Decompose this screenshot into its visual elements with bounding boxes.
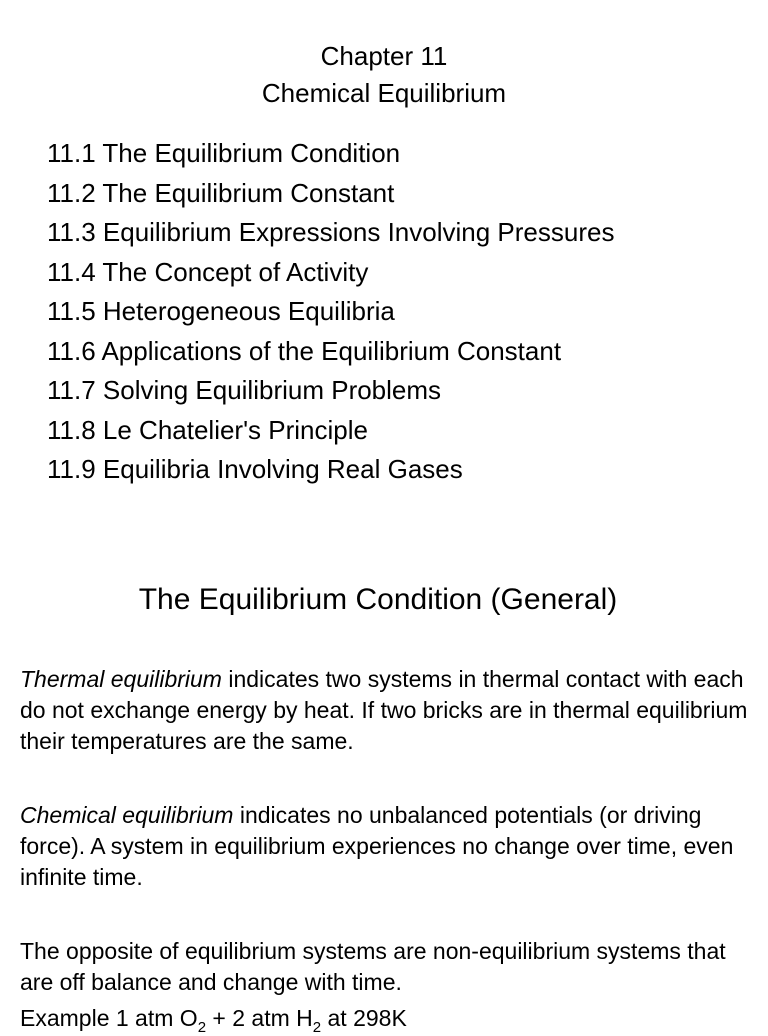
example-text: Example 1 atm O (20, 1005, 198, 1031)
chapter-heading (0, 38, 768, 112)
toc-item: 11.4 The Concept of Activity (47, 256, 369, 287)
toc-item: 11.2 The Equilibrium Constant (47, 177, 395, 208)
table-of-contents (47, 134, 614, 490)
toc-item: 11.5 Heterogeneous Equilibria (47, 296, 395, 326)
toc-item: 11.1 The Equilibrium Condition (47, 138, 401, 168)
paragraph-chemical-equilibrium (20, 800, 748, 893)
paragraph-non-equilibrium: The opposite of equilibrium systems are non-equilibrium systems that are off balance and change with time. (20, 938, 726, 995)
term-chemical-equilibrium: Chemical equilibrium (20, 802, 234, 828)
chapter-title: Chemical Equilibrium (261, 78, 507, 108)
example-line (20, 1003, 748, 1034)
toc-item: 11.3 Equilibrium Expressions Involving Pressures (47, 217, 615, 247)
subscript: 2 (197, 1019, 207, 1036)
chapter-number: Chapter 11 (320, 41, 448, 71)
paragraph-thermal-equilibrium (20, 664, 748, 757)
toc-item: 11.8 Le Chatelier's Principle (47, 414, 368, 445)
example-text: at 298K (321, 1005, 407, 1031)
term-thermal-equilibrium: Thermal equilibrium (20, 666, 222, 692)
paragraph-text: indicates two systems in thermal contact with each do not exchange energy by heat. If two bricks are in thermal equilibrium their temperatures are the same. (20, 666, 748, 754)
toc-item: 11.9 Equilibria Involving Real Gases (47, 454, 463, 484)
example-text: + 2 atm H (206, 1005, 313, 1031)
toc-item: 11.6 Applications of the Equilibrium Constant (47, 335, 562, 366)
paragraph-text: indicates no unbalanced potentials (or driving force). A system in equilibrium experiences no change over time, even infinite time. (20, 802, 734, 890)
section-title: The Equilibrium Condition (General) (138, 583, 618, 616)
subscript: 2 (312, 1019, 322, 1036)
toc-item: 11.7 Solving Equilibrium Problems (47, 375, 442, 405)
